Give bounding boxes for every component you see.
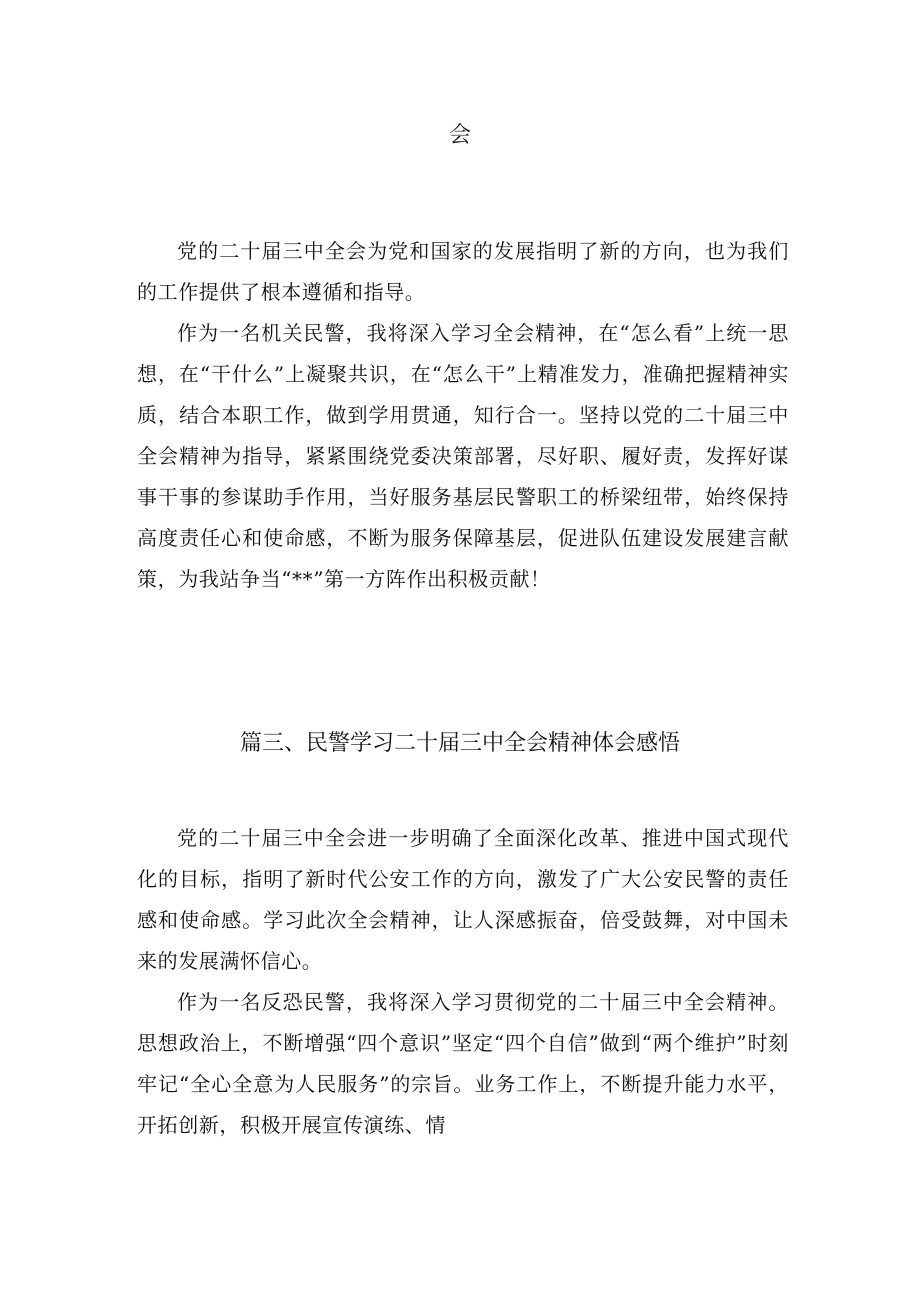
section-two-body — [137, 231, 789, 600]
section-three-body — [137, 818, 789, 1146]
section-three-title: 篇三、民警学习二十届三中全会精神体会感悟 — [239, 731, 680, 756]
paragraph: 作为一名反恐民警，我将深入学习贯彻党的二十届三中全会精神。思想政治上，不断增强“四个意识”坚定“四个自信”做到“两个维护”时刻牢记“全心全意为人民服务”的宗旨。业务工作上，不断提升能力水平，开拓创新，积极开展宣传演练、情 — [137, 990, 789, 1137]
paragraph: 党的二十届三中全会进一步明确了全面深化改革、推进中国式现代化的目标，指明了新时代公安工作的方向，激发了广大公安民警的责任感和使命感。学习此次全会精神，让人深感振奋，倍受鼓舞，对中国未来的发展满怀信心。 — [137, 826, 789, 973]
fragment-heading: 会 — [448, 123, 471, 148]
paragraph: 作为一名机关民警，我将深入学习全会精神，在“怎么看”上统一思想，在“干什么”上凝聚共识，在“怎么干”上精准发力，准确把握精神实质，结合本职工作，做到学用贯通，知行合一。坚持以党的二十届三中全会精神为指导，紧紧围绕党委决策部署，尽好职、履好责，发挥好谋事干事的参谋助手作用，当好服务基层民警职工的桥梁纽带，始终保持高度责任心和使命感，不断为服务保障基层，促进队伍建设发展建言献策，为我站争当“**”第一方阵作出积极贡献！ — [137, 321, 789, 591]
paragraph: 党的二十届三中全会为党和国家的发展指明了新的方向，也为我们的工作提供了根本遵循和指导。 — [137, 239, 789, 304]
